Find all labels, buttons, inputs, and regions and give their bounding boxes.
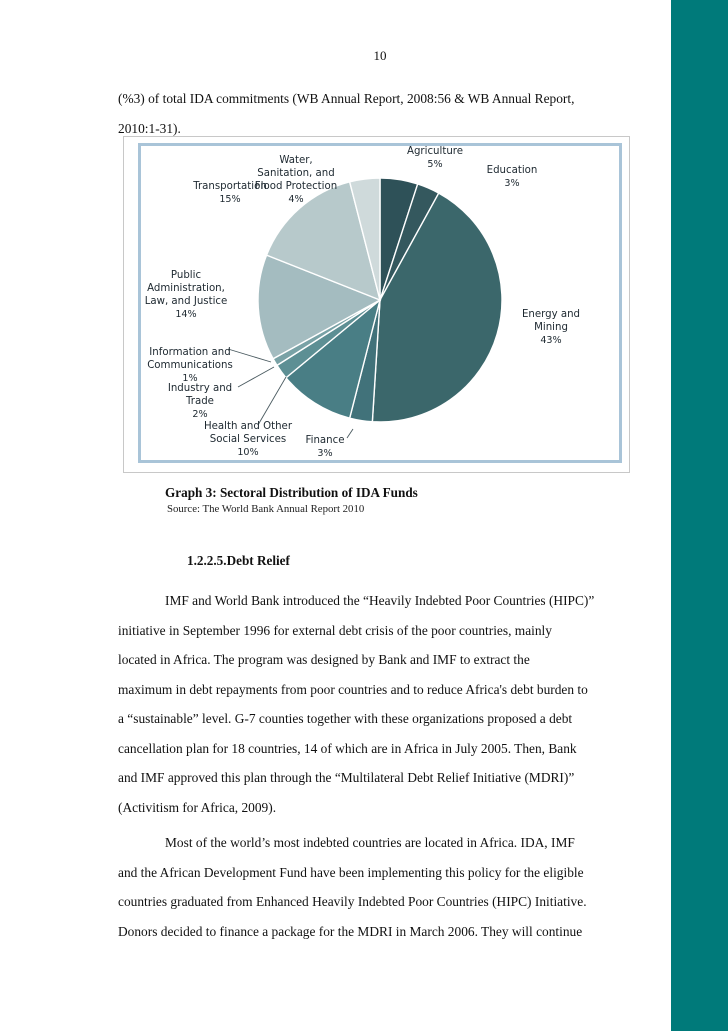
label-industry-line-2: Trade bbox=[186, 396, 214, 407]
label-information-line-2: Communications bbox=[147, 360, 233, 371]
label-agriculture-line: Agriculture bbox=[406, 146, 464, 157]
teal-side-band bbox=[671, 0, 728, 1031]
label-energy-line-1: Energy and bbox=[521, 309, 581, 320]
graph-caption-source: Source: The World Bank Annual Report 2010 bbox=[167, 503, 365, 515]
p2-line-4: Donors decided to finance a package for the MDRI in March 2006. They will continue bbox=[118, 923, 583, 939]
p1-line-2: initiative in September 1996 for external debt crisis of the poor countries, mainly bbox=[118, 622, 552, 638]
label-public-pct: 14% bbox=[175, 309, 197, 320]
p1-line-1: IMF and World Bank introduced the “Heavily Indebted Poor Countries (HIPC)” bbox=[165, 593, 595, 608]
section-heading: 1.2.2.5.Debt Relief bbox=[187, 553, 290, 568]
p2-line-3: countries graduated from Enhanced Heavily Indebted Poor Countries (HIPC) Initiative. bbox=[118, 894, 587, 909]
leader-line-industry bbox=[238, 367, 274, 387]
label-public-line-1: Public bbox=[170, 270, 202, 281]
label-finance bbox=[306, 435, 345, 459]
label-industry-line-1: Industry and bbox=[167, 383, 233, 394]
label-health-pct: 10% bbox=[237, 447, 259, 458]
intro-line-1: (%3) of total IDA commitments (WB Annual Report, 2008:56 & WB Annual Report, bbox=[118, 91, 575, 106]
label-transportation-pct: 15% bbox=[219, 194, 241, 205]
p1-line-3: located in Africa. The program was designed by Bank and IMF to extract the bbox=[118, 652, 530, 667]
label-energy-pct: 43% bbox=[540, 335, 562, 346]
label-public-line-3: Law, and Justice bbox=[144, 296, 228, 307]
sector-pie-chart bbox=[138, 143, 622, 463]
leader-line-health bbox=[258, 377, 286, 425]
label-water-line-2: Sanitation, and bbox=[257, 168, 335, 179]
p2-line-2: and the African Development Fund have been implementing this policy for the eligible bbox=[118, 864, 584, 880]
p1-line-6: cancellation plan for 18 countries, 14 of which are in Africa in July 2005. Then, Bank bbox=[118, 740, 577, 756]
label-transportation-line: Transportation bbox=[193, 181, 267, 192]
label-agriculture-pct: 5% bbox=[427, 159, 443, 170]
label-agriculture bbox=[407, 146, 463, 170]
graph-caption-title: Graph 3: Sectoral Distribution of IDA Funds bbox=[165, 485, 418, 500]
label-information bbox=[147, 347, 233, 384]
p1-line-5: a “sustainable” level. G-7 counties together with these organizations proposed a debt bbox=[118, 711, 573, 726]
pie-slices bbox=[258, 178, 502, 422]
label-energy bbox=[522, 309, 580, 346]
label-education bbox=[487, 165, 538, 189]
leader-line-information bbox=[228, 349, 271, 362]
page-number: 10 bbox=[373, 48, 387, 63]
p1-line-8: (Activitism for Africa, 2009). bbox=[118, 799, 277, 815]
intro-text bbox=[118, 84, 642, 143]
label-industry-pct: 2% bbox=[192, 409, 208, 420]
paragraph-1 bbox=[118, 586, 642, 822]
label-industry bbox=[168, 383, 232, 420]
label-education-pct: 3% bbox=[504, 178, 520, 189]
label-health-line-2: Social Services bbox=[209, 434, 287, 445]
label-water-line-3: Flood Protection bbox=[254, 181, 338, 192]
label-public bbox=[145, 270, 228, 320]
p1-line-7: and IMF approved this plan through the “Multilateral Debt Relief Initiative (MDRI)” bbox=[118, 770, 575, 785]
label-information-pct: 1% bbox=[182, 373, 198, 384]
label-information-line-1: Information and bbox=[149, 347, 231, 358]
label-health bbox=[204, 421, 293, 458]
label-health-line-1: Health and Other bbox=[203, 421, 293, 432]
paragraph-2 bbox=[118, 828, 642, 946]
label-water-pct: 4% bbox=[288, 194, 304, 205]
leader-line-finance bbox=[347, 429, 353, 438]
label-finance-line: Finance bbox=[305, 435, 345, 446]
intro-line-2: 2010:1-31). bbox=[118, 120, 181, 136]
label-water-line-1: Water, bbox=[279, 155, 313, 166]
label-public-line-2: Administration, bbox=[147, 283, 225, 294]
label-finance-pct: 3% bbox=[317, 448, 333, 459]
label-education-line: Education bbox=[486, 165, 538, 176]
label-energy-line-2: Mining bbox=[534, 322, 568, 333]
p1-line-4: maximum in debt repayments from poor countries and to reduce Africa's debt burden to bbox=[118, 681, 588, 697]
p2-line-1: Most of the world’s most indebted countries are located in Africa. IDA, IMF bbox=[165, 835, 575, 850]
